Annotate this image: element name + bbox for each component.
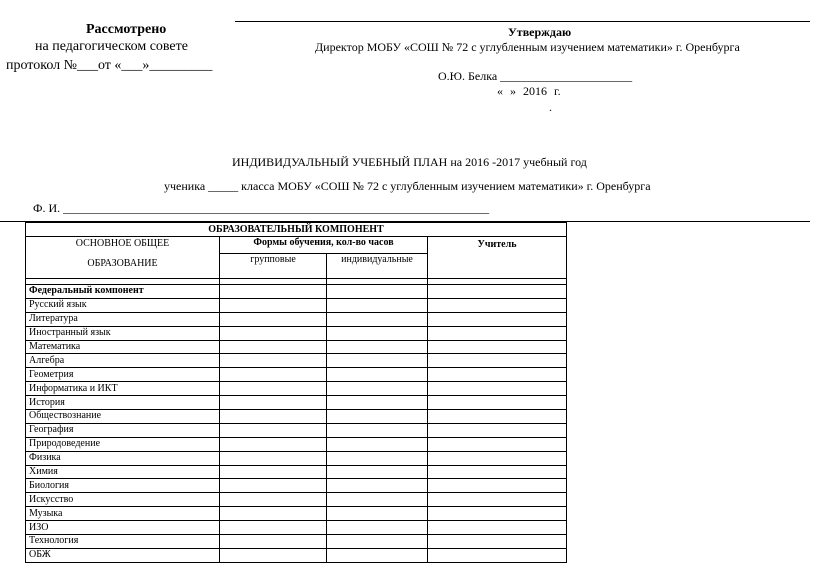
table-row	[26, 423, 567, 437]
group-hours-cell	[220, 354, 327, 368]
teacher-cell	[428, 354, 567, 368]
group-hours-cell	[220, 368, 327, 382]
teacher-cell	[428, 410, 567, 424]
individual-hours-cell	[327, 326, 428, 340]
individual-hours-cell	[327, 507, 428, 521]
subject-name: География	[26, 423, 220, 437]
individual-hours-cell	[327, 521, 428, 535]
individual-hours-cell	[327, 493, 428, 507]
group-hours-cell	[220, 382, 327, 396]
right-block-date: « » 2016 г.	[497, 84, 561, 98]
table-row	[26, 410, 567, 424]
table-row	[26, 479, 567, 493]
teacher-cell	[428, 451, 567, 465]
teacher-cell	[428, 396, 567, 410]
individual-hours-cell	[327, 340, 428, 354]
group-hours-cell	[220, 479, 327, 493]
table-row	[26, 437, 567, 451]
individual-hours-cell	[327, 312, 428, 326]
teacher-cell	[428, 437, 567, 451]
table-row	[26, 354, 567, 368]
header-basic-line2: ОБРАЗОВАНИЕ	[87, 258, 158, 269]
individual-hours-cell	[327, 368, 428, 382]
teacher-cell	[428, 312, 567, 326]
teacher-cell	[428, 548, 567, 562]
plan-subtitle: ученика _____ класса МОБУ «СОШ № 72 с углубленным изучением математики» г. Оренбурга	[164, 179, 651, 193]
table-row	[26, 382, 567, 396]
individual-hours-cell	[327, 535, 428, 549]
individual-hours-cell	[327, 298, 428, 312]
subject-name: ОБЖ	[26, 548, 220, 562]
subject-name: Геометрия	[26, 368, 220, 382]
table-row	[26, 396, 567, 410]
table-row	[26, 507, 567, 521]
teacher-cell	[428, 326, 567, 340]
table-row	[26, 493, 567, 507]
subject-name: Алгебра	[26, 354, 220, 368]
subject-name: Информатика и ИКТ	[26, 382, 220, 396]
header-individual: индивидуальные	[327, 254, 428, 279]
header-basic-education	[26, 237, 220, 279]
student-name-field: Ф. И. _______________________________________________________________________	[33, 201, 490, 215]
table-row	[26, 535, 567, 549]
group-hours-cell	[220, 535, 327, 549]
subject-name: Математика	[26, 340, 220, 354]
teacher-cell	[428, 382, 567, 396]
teacher-cell	[428, 465, 567, 479]
subject-name: Химия	[26, 465, 220, 479]
group-hours-cell	[220, 548, 327, 562]
group-hours-cell	[220, 437, 327, 451]
table-row	[26, 326, 567, 340]
individual-hours-cell	[327, 465, 428, 479]
table-row	[26, 548, 567, 562]
header-forms: Формы обучения, кол-во часов	[220, 237, 428, 254]
table-row	[26, 312, 567, 326]
plan-title: ИНДИВИДУАЛЬНЫЙ УЧЕБНЫЙ ПЛАН на 2016 -2017 учебный год	[232, 155, 587, 169]
table-row	[26, 298, 567, 312]
individual-hours-cell	[327, 396, 428, 410]
teacher-cell	[428, 535, 567, 549]
teacher-cell	[428, 423, 567, 437]
header-basic-line1: ОСНОВНОЕ ОБЩЕЕ	[75, 238, 170, 249]
teacher-cell	[428, 368, 567, 382]
group-hours-cell	[220, 326, 327, 340]
group-hours-cell	[220, 451, 327, 465]
right-block-title: Утверждаю	[508, 25, 572, 39]
subject-name: История	[26, 396, 220, 410]
group-hours-cell	[220, 423, 327, 437]
left-block-title: Рассмотрено	[86, 22, 167, 37]
subject-name: Технология	[26, 535, 220, 549]
left-block-council: на педагогическом совете	[35, 39, 188, 54]
group-hours-cell	[220, 340, 327, 354]
teacher-cell	[428, 507, 567, 521]
right-block-director: Директор МОБУ «СОШ № 72 с углубленным изучением математики» г. Оренбурга	[315, 40, 740, 54]
right-block-top-rule	[235, 21, 810, 22]
individual-hours-cell	[327, 451, 428, 465]
table-row	[26, 340, 567, 354]
group-hours-cell	[220, 298, 327, 312]
header-group: групповые	[220, 254, 327, 279]
subject-name: Природоведение	[26, 437, 220, 451]
table-row	[26, 368, 567, 382]
group-hours-cell	[220, 396, 327, 410]
right-block-signature: О.Ю. Белка ______________________	[438, 69, 633, 83]
teacher-cell	[428, 479, 567, 493]
right-block-dot: .	[549, 100, 552, 114]
individual-hours-cell	[327, 437, 428, 451]
group-hours-cell	[220, 521, 327, 535]
individual-hours-cell	[327, 354, 428, 368]
individual-hours-cell	[327, 479, 428, 493]
table-row	[26, 521, 567, 535]
teacher-cell	[428, 493, 567, 507]
group-hours-cell	[220, 410, 327, 424]
group-hours-cell	[220, 507, 327, 521]
subject-name: ИЗО	[26, 521, 220, 535]
subject-name: Литература	[26, 312, 220, 326]
group-hours-cell	[220, 312, 327, 326]
group-hours-cell	[220, 465, 327, 479]
individual-hours-cell	[327, 382, 428, 396]
table-row	[26, 465, 567, 479]
section-federal-component: Федеральный компонент	[26, 285, 220, 299]
subject-name: Искусство	[26, 493, 220, 507]
table-row	[26, 451, 567, 465]
group-hours-cell	[220, 493, 327, 507]
individual-hours-cell	[327, 548, 428, 562]
teacher-cell	[428, 340, 567, 354]
left-block-protocol: протокол №___от «___»_________	[6, 58, 213, 73]
teacher-cell	[428, 298, 567, 312]
individual-hours-cell	[327, 423, 428, 437]
individual-hours-cell	[327, 410, 428, 424]
header-teacher: Учитель	[428, 237, 567, 279]
subject-name: Биология	[26, 479, 220, 493]
subject-name: Иностранный язык	[26, 326, 220, 340]
subject-name: Русский язык	[26, 298, 220, 312]
subject-name: Музыка	[26, 507, 220, 521]
subject-name: Обществознание	[26, 410, 220, 424]
table-title: ОБРАЗОВАТЕЛЬНЫЙ КОМПОНЕНТ	[26, 223, 567, 237]
teacher-cell	[428, 521, 567, 535]
curriculum-table	[25, 222, 567, 563]
subject-name: Физика	[26, 451, 220, 465]
